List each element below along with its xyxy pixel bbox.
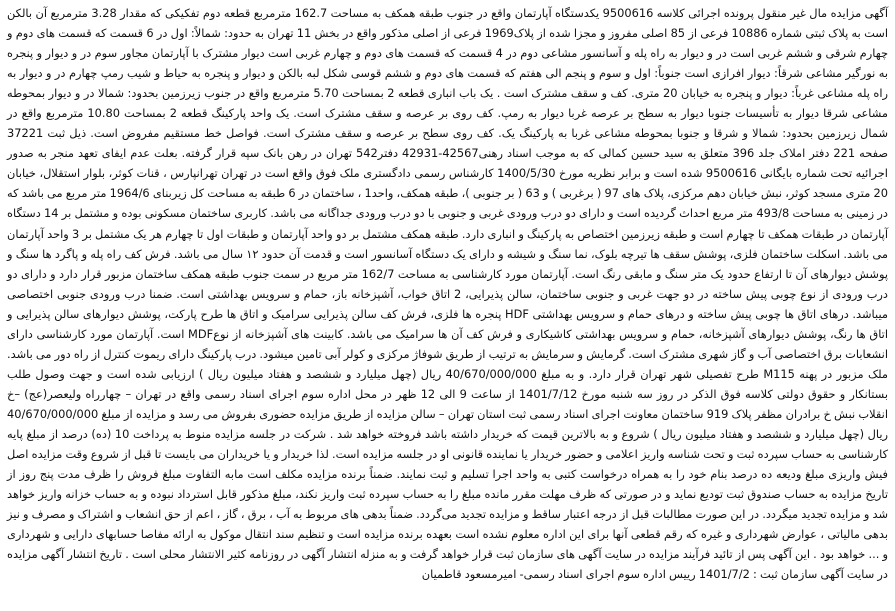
auction-notice-text: آگهی مزایده مال غیر منقول پرونده اجرائی کلاسه 9500616 یکدستگاه آپارتمان واقع در جنوب طبقه همکف به مساحت 162.7 مترمربع قطعه دوم تفکیکی که مقدار 3.28 مترمربع آن بالکن است به پلاک ثبتی شماره 10886 فرعی از 85 اصلی مفروز و مجزا شده از پلاک1969 فرعی از اصلی مذکور واقع در بخش 11 تهران به حدود: شمالاً: اول در 6 قسمت که قسمت های دوم و چهارم شرقی و ششم غربی است در و دیوار به راه پله و آسانسور مشاعی دوم در 4 قسمت که قسمت های دوم و چهارم غربی است دیوار مشترک با آپارتمان مجاور سوم در و دیوار و پنجره به نورگیر مشاعی شرقاً: دیوار افرازی است جنوباً: اول و سوم و پنجم الی هفتم که قسمت های دوم و ششم قوسی شکل لبه بالکن و دیوار و پنجره به حیاط و شیب رمپ چهارم در و دیوار به راه پله مشاعی غرباً: دیوار و پنجره به خیابان 20 متری. کف و سقف مشترک است . یک باب انباری قطعه 2 بمساحت 5.70 مترمربع واقع در جنوب زیرزمین بحدود: شمالا در و دیوار بمحوطه مشاعی شرقا دیوار به تأسیسات جنوبا دیوار به سطح بر عرصه غربا دیوار به رمپ. کف روی بر عرصه و سقف مشترک است. یک واحد پارکینگ قطعه 2 بمساحت 10.80 مترمربع واقع در شمال زیرزمین بحدود: شمالا و شرقا و جنوبا بمحوطه مشاعی غربا به پارکینگ یک. کف روی سطح بر عرصه و سقف مشترک است. فواصل خط مستقیم مفروض است. ذیل ثبت 37221 صفحه 221 دفتر املاک جلد 396 متعلق به سید حسین کمالی که به موجب اسناد رهنی42567-42931 دفتر542 تهران در رهن بانک سپه قرار گرفته. بعلت عدم ایفای تعهد منجر به صدور اجرائیه تحت شماره بایگانی 9500616 شده است و برابر نظریه مورخ 1400/5/30 کارشناس رسمی دادگستری ملک فوق واقع است در تهران تهرانپارس ، قنات کوثر، بلوار استقلال، خیابان 20 متری مسجد کوثر، نبش خیابان دهم مرکزی، پلاک های 97 ( برغربی ) و 63 ( بر جنوبی )، طبقه همکف، واحد1 ، ساختمان در 6 طبقه به مساحت کل زیربنای 1964/6 متر مربع می باشد که در زمینی به مساحت 493/8 متر مربع احداث گردیده است و دارای دو درب ورودی غربی و جنوبی با دو درب ورودی جداگانه می باشد. کاربری ساختمان مسکونی بوده و مشتمل بر 14 دستگاه آپارتمان در طبقات همکف تا چهارم است و طبقه زیرزمین اختصاص به پارکینگ و انباری دارد. طبقه همکف مشتمل بر دو واحد آپارتمان و طبقات اول تا چهارم هر یک مشتمل بر 3 واحد آپارتمان می باشد. اسکلت ساختمان فلزی، پوشش سقف ها تیرچه بلوک، نما سنگ و شیشه و دارای یک دستگاه آسانسور است و قدمت آن حدود ۱۲ سال می باشد. فرش کف راه پله و پاگرد ها سنگ و پوشش دیوارهای آن تا ارتفاع حدود یک متر سنگ و مابقی رنگ است. آپارتمان مورد کارشناسی به مساحت 162/7 متر مربع در سمت جنوب طبقه همکف ساختمان مزبور قرار دارد و دارای دو درب ورودی از نوع چوبی پیش ساخته در دو جهت غربی و جنوبی ساختمان، سالن پذیرایی، 2 اتاق خواب، آشپزخانه باز، حمام و سرویس بهداشتی است. ضمنا درب ورودی جنوبی اختصاصی میباشد. درهای اتاق ها چوبی پیش ساخته و درهای حمام و سرویس بهداشتی HDF پنجره ها فلزی، فرش کف سالن پذیرایی سرامیک و اتاق ها طرح پارکت، پوشش دیوارهای سالن پذیرایی و اتاق ها رنگ، پوشش دیوارهای آشپزخانه، حمام و سرویس بهداشتی کاشیکاری و فرش کف آن ها سرامیک می باشد. کابینت های آشپزخانه از نوعMDF است. آپارتمان مورد کارشناسی دارای انشعابات برق اختصاصی آب و گاز شهری مشترک است. گرمایش و سرمایش به ترتیب از طریق شوفاژ مرکزی و کولر آبی تامین میشود. درب پارکینگ دارای ریموت کنترل از راه دور می باشد. ملک مزبور در پهنه M115 طرح تفصیلی شهر تهران قرار دارد. و به مبلغ 40/670/000/000 ریال (چهل میلیارد و ششصد و هفتاد میلیون ریال ) ارزیابی شده است و جهت وصول طلب بستانکار و حقوق دولتی کلاسه فوق الذکر در روز سه شنبه مورخ 1401/7/12 از ساعت 9 الی 12 ظهر در محل اداره سوم اجرای اسناد رسمی واقع در تهران – چهارراه ولیعصر(عج) –خ انقلاب نبش خ برادران مظفر پلاک 919 ساختمان معاونت اجرای اسناد رسمی ثبت استان تهران – سالن مزایده از طریق مزایده حضوری بفروش می رسد و مزایده از مبلغ 40/670/000/000 ریال (چهل میلیارد و ششصد و هفتاد میلیون ریال ) شروع و به بالاترین قیمت که خریدار داشته باشد فروخته خواهد شد . شرکت در جلسه مزایده منوط به پرداخت 10 (ده) درصد از مبلغ پایه کارشناسی به حساب سپرده ثبت و تحت شناسه واریز اعلامی و حضور خریدار یا نماینده قانونی او در جلسه مزایده است. لذا خریدار و یا خریداران می بایست تا قبل از شروع وقت مزایده اصل فیش واریزی مبلغ ودیعه ده درصد بنام خود را به همراه درخواست کتبی به واحد اجرا تسلیم و ثبت نمایند. ضمناً برنده مزایده مکلف است مابه التفاوت مبلغ فروش را ظرف مدت پنج روز از تاریخ مزایده به حساب صندوق ثبت تودیع نماید و در صورتی که ظرف مهلت مقرر مانده مبلغ را به حساب سپرده ثبت واریز نکند، مبلغ مذکور قابل استرداد نبوده و به حساب خزانه واریز خواهد شد و مزایده تجدید میگردد. در این صورت مطالبات قبل از درجه اعتبار ساقط و مزایده تجدید می‌گردد. ضمناً بدهی های مربوط به آب ، برق ، گاز ، اعم از حق انشعاب و اشتراک و مصرف و نیز بدهی مالیاتی ، عوارض شهرداری و غیره که رقم قطعی آنها برای این اداره معلوم نشده است بعهده برنده مزایده است و تنظیم سند انتقال موکول به ارائه مفاصا حسابهای دارایی و شهرداری و ... خواهد بود . این آگهی پس از تائید فرآیند مزایده در سایت آگهی های سازمان ثبت قرار خواهد گرفت و به منزله انتشار آگهی در روزنامه کثیر الانتشار محلی است . تاریخ انتشار آگهی مزایده در سایت آگهی سازمان ثبت : 1401/7/2 رییس اداره سوم اجرای اسناد رسمی- امیرمسعود قاطمیان [7, 6, 889, 582]
